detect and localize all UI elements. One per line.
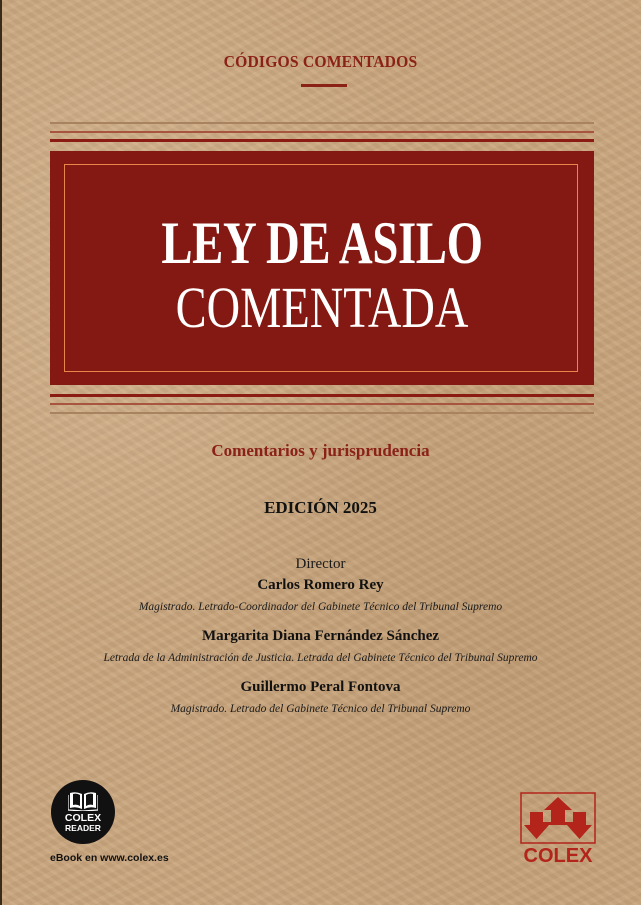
series-title: CÓDIGOS COMENTADOS <box>223 52 418 71</box>
author-name: Guillermo Peral Fontova <box>240 679 401 695</box>
divider-bottom-1 <box>50 394 594 397</box>
author-affiliation: Magistrado. Letrado-Coordinador del Gabinete Técnico del Tribunal Supremo <box>138 601 503 613</box>
author-name: Carlos Romero Rey <box>257 577 384 593</box>
colex-reader-badge <box>51 780 115 844</box>
author-affiliation: Magistrado. Letrado del Gabinete Técnico del Tribunal Supremo <box>170 703 471 715</box>
divider-top-3 <box>50 139 594 142</box>
book-title: LEY DE ASILO <box>161 210 483 276</box>
divider-top-2 <box>50 131 594 133</box>
divider-top-1 <box>50 122 594 124</box>
author-name: Margarita Diana Fernández Sánchez <box>201 628 440 644</box>
edition-label: EDICIÓN 2025 <box>264 498 377 517</box>
book-title-secondary: COMENTADA <box>175 275 469 340</box>
director-label: Director <box>295 556 346 572</box>
divider-bottom-3 <box>50 412 594 414</box>
colex-arrows-logo-icon <box>520 792 596 844</box>
title-panel <box>50 151 594 385</box>
reader-brand: COLEX <box>64 812 102 824</box>
divider-bottom-2 <box>50 403 594 405</box>
subtitle: Comentarios y jurisprudencia <box>211 441 430 460</box>
series-underline <box>301 84 347 87</box>
open-book-icon <box>68 789 98 811</box>
author-affiliation: Letrada de la Administración de Justicia. Letrada del Gabinete Técnico del Tribunal Supremo <box>103 652 538 664</box>
publisher-name: COLEX <box>523 845 593 867</box>
reader-label: READER <box>65 823 101 833</box>
ebook-link-text: eBook en www.colex.es <box>50 852 169 864</box>
